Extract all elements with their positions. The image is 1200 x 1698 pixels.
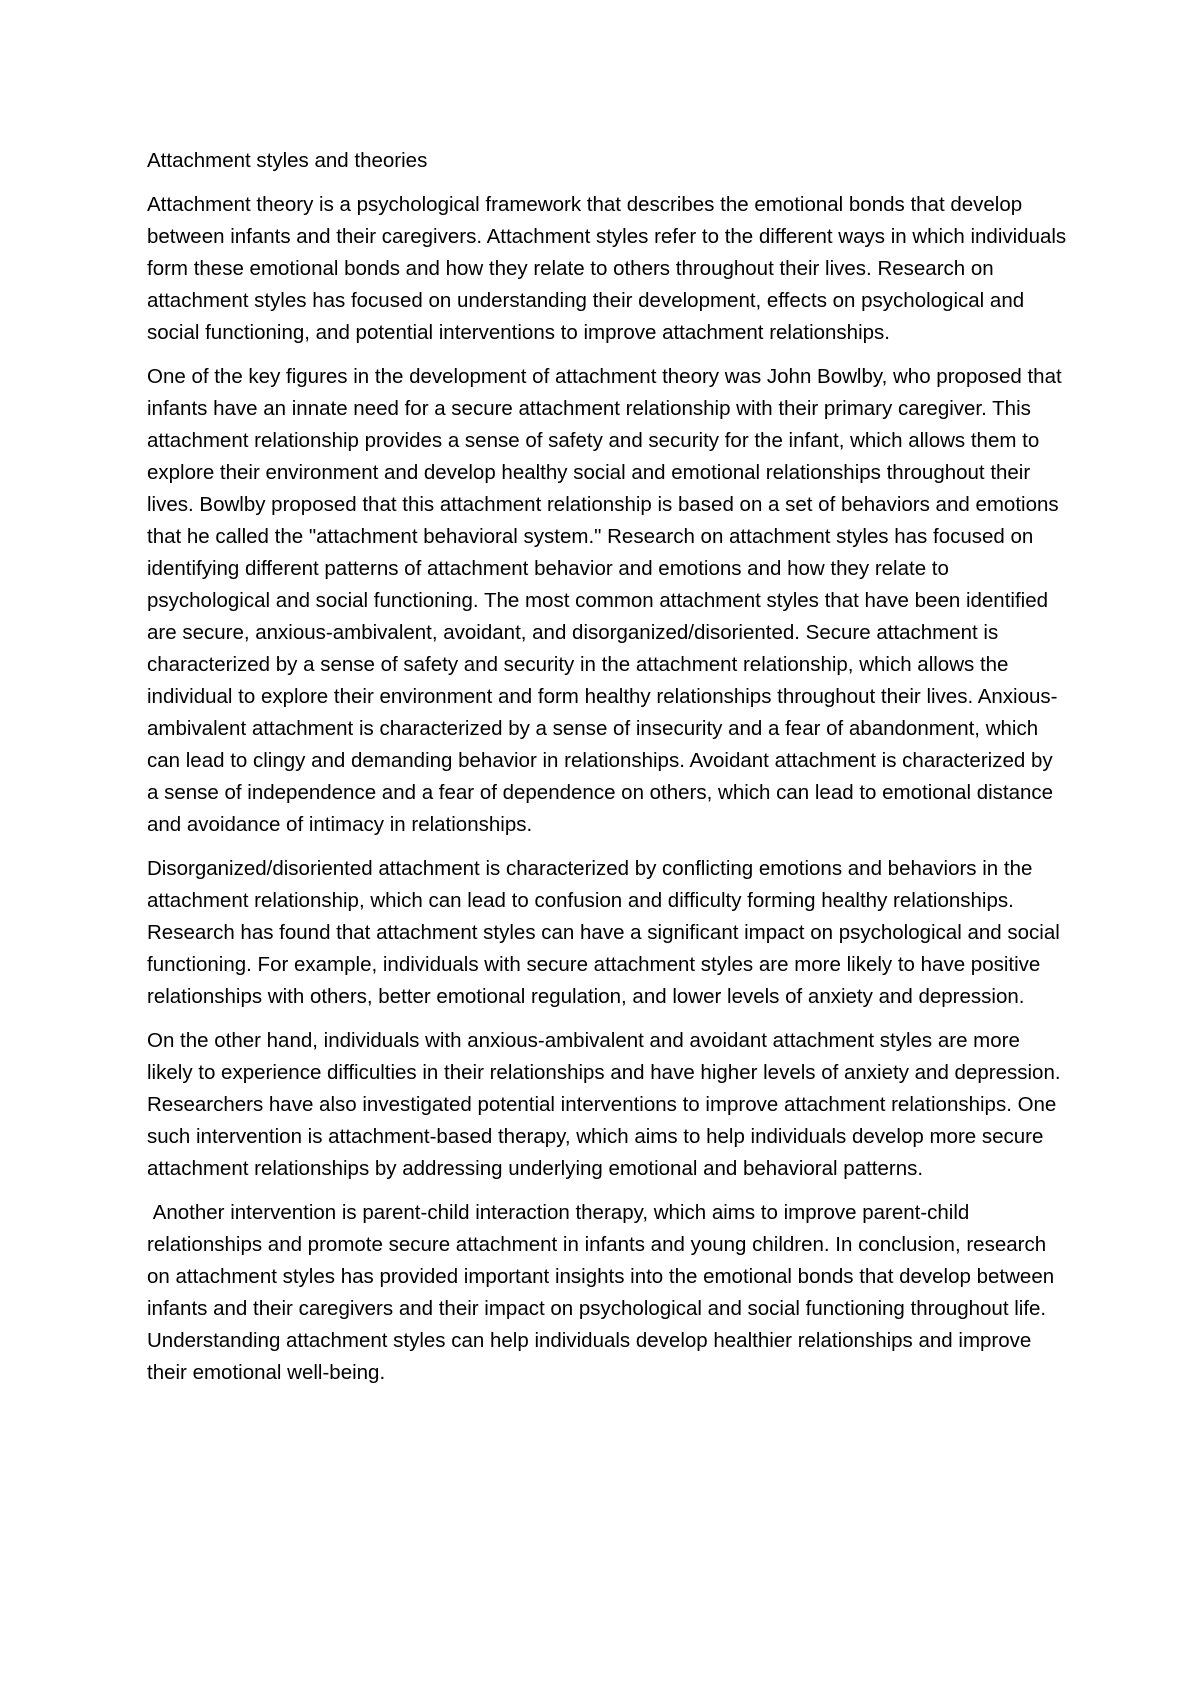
document-body (147, 145, 1067, 1401)
paragraph-conclusion: Another intervention is parent-child interaction therapy, which aims to improve parent-child relationships and promote secure attachment in infants and young children. In conclusion, research on attachment styles has provided important insights into the emotional bonds that develop between infants and their caregivers and their impact on psychological and social functioning throughout life. Understanding attachment styles can help individuals develop healthier relationships and improve their emotional well-being. (147, 1201, 1060, 1384)
paragraph-disorganized: Disorganized/disoriented attachment is characterized by conflicting emotions and behaviors in the attachment relationship, which can lead to confusion and difficulty forming healthy relationships. Research has found that attachment styles can have a significant impact on psychological and social functioning. For example, individuals with secure attachment styles are more likely to have positive relationships with others, better emotional regulation, and lower levels of anxiety and depression. (147, 857, 1060, 1008)
paragraph-bowlby: One of the key figures in the development of attachment theory was John Bowlby, who proposed that infants have an innate need for a secure attachment relationship with their primary caregiver. This attachment relationship provides a sense of safety and security for the infant, which allows them to explore their environment and develop healthy social and emotional relationships throughout their lives. Bowlby proposed that this attachment relationship is based on a set of behaviors and emotions that he called the "attachment behavioral system." Research on attachment styles has focused on identifying different patterns of attachment behavior and emotions and how they relate to psychological and social functioning. The most common attachment styles that have been identified are secure, anxious-ambivalent, avoidant, and disorganized/disoriented. Secure attachment is characterized by a sense of safety and security in the attachment relationship, which allows the individual to explore their environment and form healthy relationships throughout their lives. Anxious-ambivalent attachment is characterized by a sense of insecurity and a fear of abandonment, which can lead to clingy and demanding behavior in relationships. Avoidant attachment is characterized by a sense of independence and a fear of dependence on others, which can lead to emotional distance and avoidance of intimacy in relationships. (147, 365, 1062, 836)
document-title: Attachment styles and theories (147, 149, 428, 172)
paragraph-interventions: On the other hand, individuals with anxious-ambivalent and avoidant attachment styles are more likely to experience difficulties in their relationships and have higher levels of anxiety and depression. Researchers have also investigated potential interventions to improve attachment relationships. One such intervention is attachment-based therapy, which aims to help individuals develop more secure attachment relationships by addressing underlying emotional and behavioral patterns. (147, 1029, 1061, 1180)
paragraph-intro: Attachment theory is a psychological framework that describes the emotional bonds that develop between infants and their caregivers. Attachment styles refer to the different ways in which individuals form these emotional bonds and how they relate to others throughout their lives. Research on attachment styles has focused on understanding their development, effects on psychological and social functioning, and potential interventions to improve attachment relationships. (147, 193, 1067, 344)
